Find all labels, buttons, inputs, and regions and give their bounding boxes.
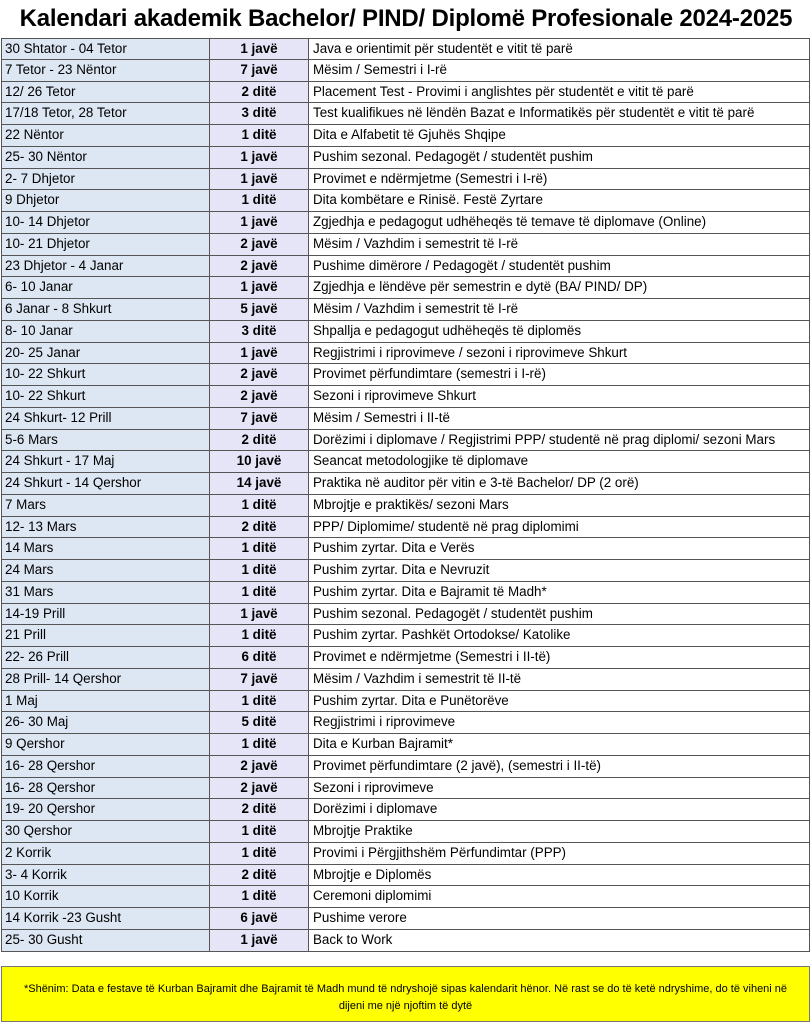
date-cell: 14 Korrik -23 Gusht (1, 908, 210, 930)
duration-cell: 7 javë (210, 669, 309, 691)
duration-cell: 1 ditë (210, 190, 309, 212)
duration-cell: 5 javë (210, 299, 309, 321)
table-row (1, 190, 810, 212)
duration-cell: 1 ditë (210, 625, 309, 647)
table-row (1, 734, 810, 756)
table-row (1, 147, 810, 169)
date-cell: 7 Mars (1, 495, 210, 517)
table-row (1, 886, 810, 908)
table-row (1, 386, 810, 408)
page-title: Kalendari akademik Bachelor/ PIND/ Diplomë Profesionale 2024-2025 (0, 0, 812, 38)
date-cell: 22 Nëntor (1, 125, 210, 147)
table-row (1, 604, 810, 626)
date-cell: 6- 10 Janar (1, 277, 210, 299)
activity-cell: Mbrojtje e praktikës/ sezoni Mars (309, 495, 810, 517)
activity-cell: Praktika në auditor për vitin e 3-të Bachelor/ DP (2 orë) (309, 473, 810, 495)
activity-cell: Ceremoni diplomimi (309, 886, 810, 908)
date-cell: 22- 26 Prill (1, 647, 210, 669)
duration-cell: 1 javë (210, 343, 309, 365)
table-row (1, 299, 810, 321)
table-row (1, 60, 810, 82)
activity-cell: Sezoni i riprovimeve Shkurt (309, 386, 810, 408)
footnote: *Shënim: Data e festave të Kurban Bajramit dhe Bajramit të Madh mund të ndryshojë sipas kalendarit hënor. Në rast se do të ketë ndryshime, do të viheni në dijeni me një njoftim të dytë (1, 966, 810, 1022)
activity-cell: Dita e Alfabetit të Gjuhës Shqipe (309, 125, 810, 147)
activity-cell: Pushime verore (309, 908, 810, 930)
duration-cell: 1 ditë (210, 125, 309, 147)
activity-cell: Provimet përfundimtare (2 javë), (semestri i II-të) (309, 756, 810, 778)
table-row (1, 169, 810, 191)
activity-cell: Shpallja e pedagogut udhëheqës të diplomës (309, 321, 810, 343)
table-row (1, 364, 810, 386)
table-row (1, 778, 810, 800)
duration-cell: 1 ditë (210, 691, 309, 713)
date-cell: 14 Mars (1, 538, 210, 560)
duration-cell: 1 javë (210, 169, 309, 191)
table-row (1, 212, 810, 234)
date-cell: 6 Janar - 8 Shkurt (1, 299, 210, 321)
date-cell: 20- 25 Janar (1, 343, 210, 365)
duration-cell: 5 ditë (210, 712, 309, 734)
table-row (1, 799, 810, 821)
duration-cell: 2 javë (210, 234, 309, 256)
duration-cell: 6 javë (210, 908, 309, 930)
activity-cell: Dorëzimi i diplomave (309, 799, 810, 821)
table-row (1, 843, 810, 865)
activity-cell: Mbrojtje e Diplomës (309, 865, 810, 887)
duration-cell: 1 ditë (210, 734, 309, 756)
date-cell: 25- 30 Gusht (1, 930, 210, 952)
duration-cell: 7 javë (210, 408, 309, 430)
date-cell: 1 Maj (1, 691, 210, 713)
table-row (1, 538, 810, 560)
duration-cell: 2 ditë (210, 82, 309, 104)
duration-cell: 7 javë (210, 60, 309, 82)
date-cell: 10 Korrik (1, 886, 210, 908)
date-cell: 10- 14 Dhjetor (1, 212, 210, 234)
date-cell: 5-6 Mars (1, 430, 210, 452)
activity-cell: Sezoni i riprovimeve (309, 778, 810, 800)
table-row (1, 451, 810, 473)
table-row (1, 103, 810, 125)
date-cell: 28 Prill- 14 Qershor (1, 669, 210, 691)
duration-cell: 10 javë (210, 451, 309, 473)
duration-cell: 2 javë (210, 778, 309, 800)
duration-cell: 6 ditë (210, 647, 309, 669)
duration-cell: 1 ditë (210, 538, 309, 560)
table-row (1, 930, 810, 952)
activity-cell: Mbrojtje Praktike (309, 821, 810, 843)
date-cell: 3- 4 Korrik (1, 865, 210, 887)
activity-cell: Provimet e ndërmjetme (Semestri i II-të) (309, 647, 810, 669)
calendar-table (1, 38, 810, 952)
activity-cell: Mësim / Semestri i II-të (309, 408, 810, 430)
table-row (1, 256, 810, 278)
date-cell: 24 Mars (1, 560, 210, 582)
duration-cell: 1 ditë (210, 821, 309, 843)
activity-cell: Provimi i Përgjithshëm Përfundimtar (PPP) (309, 843, 810, 865)
table-row (1, 712, 810, 734)
table-row (1, 517, 810, 539)
activity-cell: Regjistrimi i riprovimeve (309, 712, 810, 734)
duration-cell: 1 javë (210, 604, 309, 626)
date-cell: 9 Qershor (1, 734, 210, 756)
activity-cell: Pushim sezonal. Pedagogët / studentët pushim (309, 604, 810, 626)
date-cell: 12/ 26 Tetor (1, 82, 210, 104)
activity-cell: PPP/ Diplomime/ studentë në prag diplomimi (309, 517, 810, 539)
date-cell: 16- 28 Qershor (1, 778, 210, 800)
activity-cell: Pushim zyrtar. Dita e Verës (309, 538, 810, 560)
activity-cell: Provimet e ndërmjetme (Semestri i I-rë) (309, 169, 810, 191)
date-cell: 24 Shkurt - 14 Qershor (1, 473, 210, 495)
duration-cell: 3 ditë (210, 103, 309, 125)
date-cell: 10- 21 Dhjetor (1, 234, 210, 256)
date-cell: 23 Dhjetor - 4 Janar (1, 256, 210, 278)
duration-cell: 1 javë (210, 147, 309, 169)
table-row (1, 321, 810, 343)
date-cell: 24 Shkurt- 12 Prill (1, 408, 210, 430)
activity-cell: Java e orientimit për studentët e vitit të parë (309, 38, 810, 60)
activity-cell: Dita kombëtare e Rinisë. Festë Zyrtare (309, 190, 810, 212)
table-row (1, 669, 810, 691)
table-row (1, 560, 810, 582)
date-cell: 8- 10 Janar (1, 321, 210, 343)
table-row (1, 582, 810, 604)
table-row (1, 691, 810, 713)
table-row (1, 495, 810, 517)
duration-cell: 2 ditë (210, 799, 309, 821)
duration-cell: 1 javë (210, 212, 309, 234)
table-row (1, 430, 810, 452)
table-row (1, 647, 810, 669)
date-cell: 31 Mars (1, 582, 210, 604)
activity-cell: Pushim zyrtar. Dita e Nevruzit (309, 560, 810, 582)
table-row (1, 408, 810, 430)
table-row (1, 473, 810, 495)
date-cell: 21 Prill (1, 625, 210, 647)
activity-cell: Mësim / Vazhdim i semestrit të I-rë (309, 234, 810, 256)
duration-cell: 1 javë (210, 277, 309, 299)
activity-cell: Dorëzimi i diplomave / Regjistrimi PPP/ studentë në prag diplomi/ sezoni Mars (309, 430, 810, 452)
date-cell: 25- 30 Nëntor (1, 147, 210, 169)
table-row (1, 821, 810, 843)
activity-cell: Pushim zyrtar. Dita e Punëtorëve (309, 691, 810, 713)
activity-cell: Dita e Kurban Bajramit* (309, 734, 810, 756)
date-cell: 30 Shtator - 04 Tetor (1, 38, 210, 60)
table-row (1, 82, 810, 104)
duration-cell: 2 ditë (210, 517, 309, 539)
table-row (1, 277, 810, 299)
table-row (1, 908, 810, 930)
duration-cell: 1 ditë (210, 560, 309, 582)
date-cell: 26- 30 Maj (1, 712, 210, 734)
table-row (1, 125, 810, 147)
duration-cell: 1 ditë (210, 495, 309, 517)
date-cell: 17/18 Tetor, 28 Tetor (1, 103, 210, 125)
duration-cell: 1 javë (210, 38, 309, 60)
activity-cell: Zgjedhja e lëndëve për semestrin e dytë (BA/ PIND/ DP) (309, 277, 810, 299)
date-cell: 19- 20 Qershor (1, 799, 210, 821)
duration-cell: 2 ditë (210, 865, 309, 887)
date-cell: 2- 7 Dhjetor (1, 169, 210, 191)
activity-cell: Provimet përfundimtare (semestri i I-rë) (309, 364, 810, 386)
table-row (1, 343, 810, 365)
activity-cell: Pushim zyrtar. Dita e Bajramit të Madh* (309, 582, 810, 604)
activity-cell: Placement Test - Provimi i anglishtes për studentët e vitit të parë (309, 82, 810, 104)
activity-cell: Seancat metodologjike të diplomave (309, 451, 810, 473)
date-cell: 14-19 Prill (1, 604, 210, 626)
date-cell: 30 Qershor (1, 821, 210, 843)
activity-cell: Mësim / Semestri i I-rë (309, 60, 810, 82)
date-cell: 10- 22 Shkurt (1, 386, 210, 408)
date-cell: 9 Dhjetor (1, 190, 210, 212)
duration-cell: 1 ditë (210, 582, 309, 604)
table-row (1, 234, 810, 256)
activity-cell: Test kualifikues në lëndën Bazat e Informatikës për studentët e vitit të parë (309, 103, 810, 125)
activity-cell: Pushime dimërore / Pedagogët / studentët pushim (309, 256, 810, 278)
table-row (1, 625, 810, 647)
activity-cell: Back to Work (309, 930, 810, 952)
duration-cell: 2 javë (210, 756, 309, 778)
activity-cell: Zgjedhja e pedagogut udhëheqës të temave të diplomave (Online) (309, 212, 810, 234)
duration-cell: 1 javë (210, 930, 309, 952)
activity-cell: Mësim / Vazhdim i semestrit të II-të (309, 669, 810, 691)
table-row (1, 756, 810, 778)
date-cell: 10- 22 Shkurt (1, 364, 210, 386)
duration-cell: 14 javë (210, 473, 309, 495)
duration-cell: 2 javë (210, 364, 309, 386)
date-cell: 2 Korrik (1, 843, 210, 865)
date-cell: 16- 28 Qershor (1, 756, 210, 778)
date-cell: 12- 13 Mars (1, 517, 210, 539)
date-cell: 24 Shkurt - 17 Maj (1, 451, 210, 473)
activity-cell: Mësim / Vazhdim i semestrit të I-rë (309, 299, 810, 321)
duration-cell: 3 ditë (210, 321, 309, 343)
duration-cell: 2 javë (210, 256, 309, 278)
duration-cell: 1 ditë (210, 843, 309, 865)
activity-cell: Regjistrimi i riprovimeve / sezoni i riprovimeve Shkurt (309, 343, 810, 365)
activity-cell: Pushim sezonal. Pedagogët / studentët pushim (309, 147, 810, 169)
date-cell: 7 Tetor - 23 Nëntor (1, 60, 210, 82)
duration-cell: 1 ditë (210, 886, 309, 908)
duration-cell: 2 ditë (210, 430, 309, 452)
table-row (1, 865, 810, 887)
duration-cell: 2 javë (210, 386, 309, 408)
table-row (1, 38, 810, 60)
activity-cell: Pushim zyrtar. Pashkët Ortodokse/ Katolike (309, 625, 810, 647)
